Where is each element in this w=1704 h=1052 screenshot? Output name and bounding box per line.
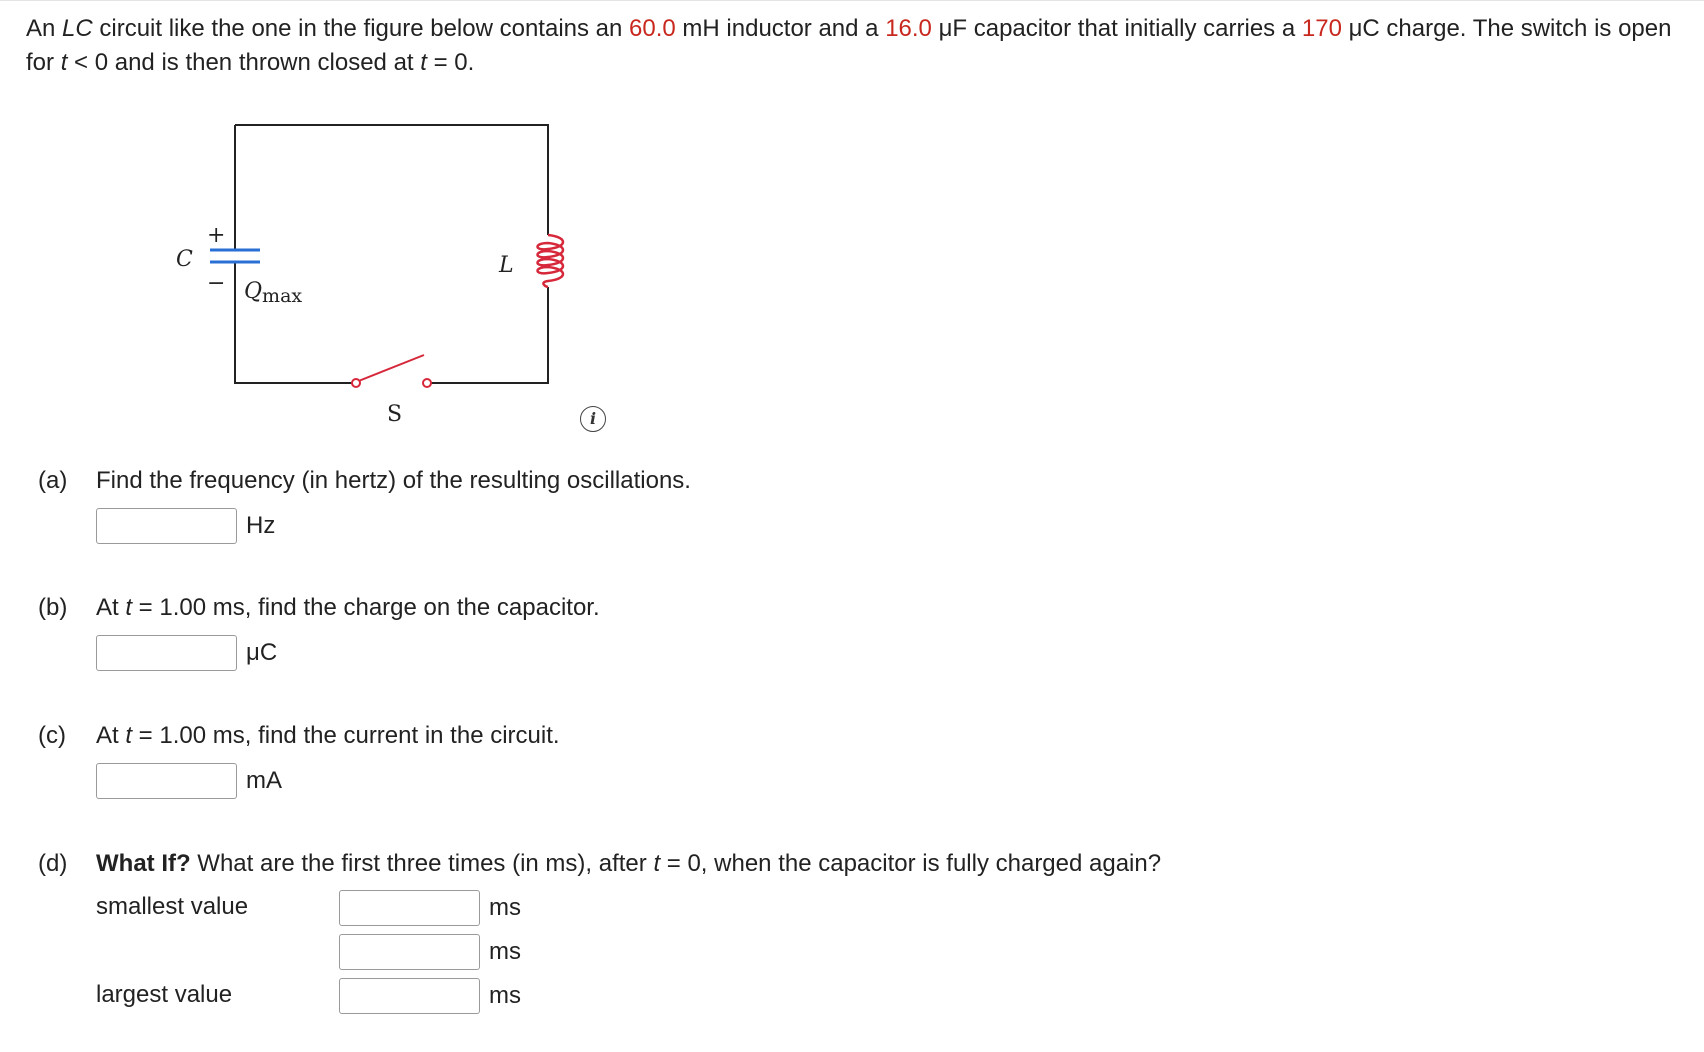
switch-lever <box>356 355 424 382</box>
problem-statement <box>26 12 1686 80</box>
current-input[interactable] <box>96 763 237 799</box>
problem-text: μF capacitor that initially carries a <box>931 15 1302 42</box>
switch-label: S <box>387 402 403 427</box>
qmax-q: Q <box>244 279 263 304</box>
problem-text: < 0 and is then thrown closed at <box>67 49 421 76</box>
top-divider <box>0 0 1704 1</box>
time-variable: t <box>653 850 661 877</box>
part-c-pre: At <box>96 722 126 749</box>
qmax-label <box>244 279 302 307</box>
part-d-post: = 0, when the capacitor is fully charged again? <box>660 850 1162 877</box>
part-c-text <box>96 721 560 751</box>
part-d-unit-1: ms <box>489 894 521 921</box>
time-variable: t <box>125 722 133 749</box>
qmax-sub: max <box>262 285 303 307</box>
part-c-label: (c) <box>38 722 66 749</box>
problem-text: = 0. <box>426 49 475 76</box>
capacitor-minus: − <box>207 271 226 296</box>
lc-circuit-figure <box>0 100 700 450</box>
largest-value-label: largest value <box>96 981 233 1008</box>
frequency-input[interactable] <box>96 508 237 544</box>
part-d-text <box>96 849 1161 879</box>
part-b-pre: At <box>96 594 126 621</box>
part-d-unit-2: ms <box>489 938 521 965</box>
what-if-label: What If? <box>96 850 191 877</box>
wire-right-bottom <box>427 287 548 383</box>
problem-text: mH inductor and a <box>675 15 886 42</box>
part-b-text <box>96 593 600 623</box>
capacitance-value: 16.0 <box>885 15 932 42</box>
part-a-label: (a) <box>38 467 68 494</box>
problem-text: circuit like the one in the figure below contains an <box>92 15 630 42</box>
time-variable: t <box>125 594 133 621</box>
time-variable: t <box>60 49 68 76</box>
time-input-2[interactable] <box>339 934 480 970</box>
charge-input[interactable] <box>96 635 237 671</box>
info-icon[interactable]: i <box>580 406 606 432</box>
part-d-pre: What are the first three times (in ms), after <box>190 850 654 877</box>
wire-top <box>235 125 548 235</box>
problem-text: μC charge. The switch is open for <box>26 15 1672 76</box>
time-input-1[interactable] <box>339 890 480 926</box>
capacitor-plus: + <box>207 223 226 248</box>
switch-contact-left <box>352 379 360 387</box>
inductor-coil <box>538 235 564 287</box>
part-c-unit: mA <box>246 767 282 794</box>
smallest-value-label: smallest value <box>96 893 249 920</box>
charge-value: 170 <box>1301 15 1342 42</box>
switch-contact-right <box>423 379 431 387</box>
part-b-unit: μC <box>246 639 278 666</box>
part-b-post: = 1.00 ms, find the charge on the capacitor. <box>132 594 600 621</box>
problem-lc: LC <box>62 15 93 42</box>
time-variable: t <box>420 49 427 76</box>
part-c-post: = 1.00 ms, find the current in the circuit. <box>132 722 560 749</box>
inductor-label: L <box>499 253 514 278</box>
part-d-unit-3: ms <box>489 982 521 1009</box>
part-a-text: Find the frequency (in hertz) of the resulting oscillations. <box>96 467 691 494</box>
capacitor-label: C <box>176 247 193 272</box>
part-d-label: (d) <box>38 850 68 877</box>
part-a-unit: Hz <box>246 512 276 539</box>
problem-text: An <box>26 15 63 42</box>
part-b-label: (b) <box>38 594 68 621</box>
time-input-3[interactable] <box>339 978 480 1014</box>
inductance-value: 60.0 <box>629 15 676 42</box>
